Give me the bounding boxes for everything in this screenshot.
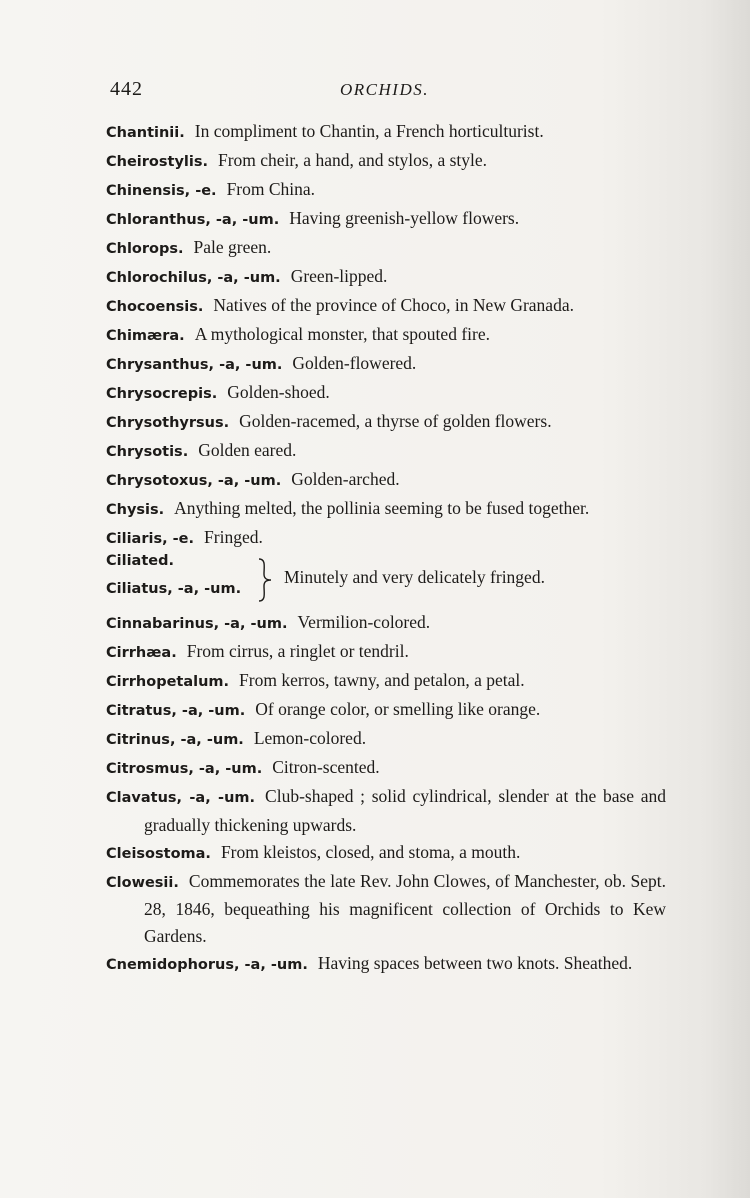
glossary-entry [106, 350, 666, 379]
entry-term: Chloranthus, -a, -um. [106, 212, 280, 228]
entry-term: Cheirostylis. [106, 154, 208, 170]
glossary-entries [106, 118, 666, 979]
entry-term: Citratus, -a, -um. [106, 703, 246, 719]
entry-definition: Minutely and very delicately fringed. [284, 567, 545, 587]
entry-term: Chlorochilus, -a, -um. [106, 270, 281, 286]
entry-definition: Having greenish-yellow flowers. [289, 208, 520, 228]
entry-definition: Golden eared. [198, 440, 297, 460]
glossary-entry [106, 950, 666, 979]
entry-term: Clavatus, -a, -um. [106, 790, 256, 806]
entry-term: Chinensis, -e. [106, 183, 217, 199]
entry-term: Chysis. [106, 502, 165, 518]
entry-term: Cnemidophorus, -a, -um. [106, 956, 308, 973]
entry-definition: Natives of the province of Choco, in New Granada. [213, 295, 574, 315]
entry-term: Cirrhopetalum. [106, 674, 230, 690]
entry-definition: From kleistos, closed, and stoma, a mouth. [220, 841, 521, 862]
entry-definition: From cheir, a hand, and stylos, a style. [217, 150, 488, 170]
glossary-entry [106, 205, 666, 234]
glossary-entry [106, 118, 666, 147]
glossary-entry [106, 696, 666, 725]
glossary-entry [106, 638, 666, 667]
entry-definition: Lemon-colored. [253, 728, 367, 748]
entry-term: Chrysocrepis. [106, 386, 218, 402]
glossary-entry [106, 321, 666, 350]
entry-definition: Anything melted, the pollinia seeming to be fused together. [174, 498, 590, 518]
entry-definition: Golden-flowered. [292, 353, 417, 373]
entry-term: Citrinus, -a, -um. [106, 732, 244, 748]
glossary-entry [106, 263, 666, 292]
entry-definition: Fringed. [204, 527, 263, 547]
entry-definition: Having spaces between two knots. Sheathed. [317, 952, 633, 973]
entry-definition: Golden-racemed, a thyrse of golden flowers. [239, 411, 552, 431]
entry-term: Chrysanthus, -a, -um. [106, 357, 283, 373]
entry-definition: Of orange color, or smelling like orange. [255, 699, 541, 719]
entry-definition: In compliment to Chantin, a French horticulturist. [194, 121, 544, 141]
entry-term: Citrosmus, -a, -um. [106, 761, 263, 777]
glossary-entry [106, 234, 666, 263]
page-header [110, 78, 670, 108]
glossary-entry [106, 609, 666, 638]
running-title: ORCHIDS. [340, 80, 429, 99]
entry-term: Clowesii. [106, 874, 179, 891]
entry-definition: Golden-arched. [291, 469, 400, 489]
entry-term: Chrysotis. [106, 444, 189, 460]
glossary-entry [106, 495, 666, 524]
glossary-entry [106, 379, 666, 408]
glossary-entry [106, 725, 666, 754]
entry-definition: Vermilion-colored. [297, 612, 431, 632]
entry-definition: Commemorates the late Rev. John Clowes, of Manchester, ob. Sept. 28, 1846, bequeathing his magnificent collection of Orchids to Kew Gardens. [144, 870, 666, 946]
page-number: 442 [110, 78, 143, 100]
glossary-entry [106, 839, 666, 868]
braced-entry [106, 553, 666, 609]
glossary-entry [106, 783, 666, 838]
entry-term: Ciliaris, -e. [106, 531, 195, 547]
entry-term: Chrysotoxus, -a, -um. [106, 473, 282, 489]
entry-definition: Club-shaped ; solid cylindrical, slender at the base and gradually thickening upwards. [144, 786, 666, 835]
entry-definition: From kerros, tawny, and petalon, a petal. [239, 670, 525, 690]
entry-definition: Golden-shoed. [227, 382, 330, 402]
entry-term: Chimæra. [106, 328, 185, 344]
entry-term: Chocoensis. [106, 299, 204, 315]
glossary-entry [106, 176, 666, 205]
entry-term: Chantinii. [106, 125, 185, 141]
entry-definition: Green-lipped. [290, 266, 388, 286]
glossary-entry [106, 292, 666, 321]
entry-definition: A mythological monster, that spouted fire. [194, 324, 490, 344]
entry-term: Chlorops. [106, 241, 184, 257]
entry-term: Cirrhæa. [106, 645, 177, 661]
entry-definition: From cirrus, a ringlet or tendril. [186, 641, 409, 661]
entry-definition: Pale green. [193, 237, 272, 257]
glossary-entry [106, 754, 666, 783]
glossary-entry [106, 147, 666, 176]
glossary-entry [106, 466, 666, 495]
glossary-entry [106, 437, 666, 466]
glossary-entry [106, 408, 666, 437]
entry-term: Ciliated. [106, 553, 174, 569]
entry-term: Cinnabarinus, -a, -um. [106, 616, 288, 632]
entry-term: Chrysothyrsus. [106, 415, 230, 431]
entry-definition: From China. [226, 179, 316, 199]
entry-term: Ciliatus, -a, -um. [106, 581, 242, 597]
entry-definition: Citron-scented. [272, 757, 380, 777]
entry-term: Cleisostoma. [106, 845, 211, 862]
glossary-entry [106, 524, 666, 553]
glossary-entry [106, 667, 666, 696]
glossary-entry [106, 868, 666, 950]
curly-brace-icon [256, 557, 278, 603]
